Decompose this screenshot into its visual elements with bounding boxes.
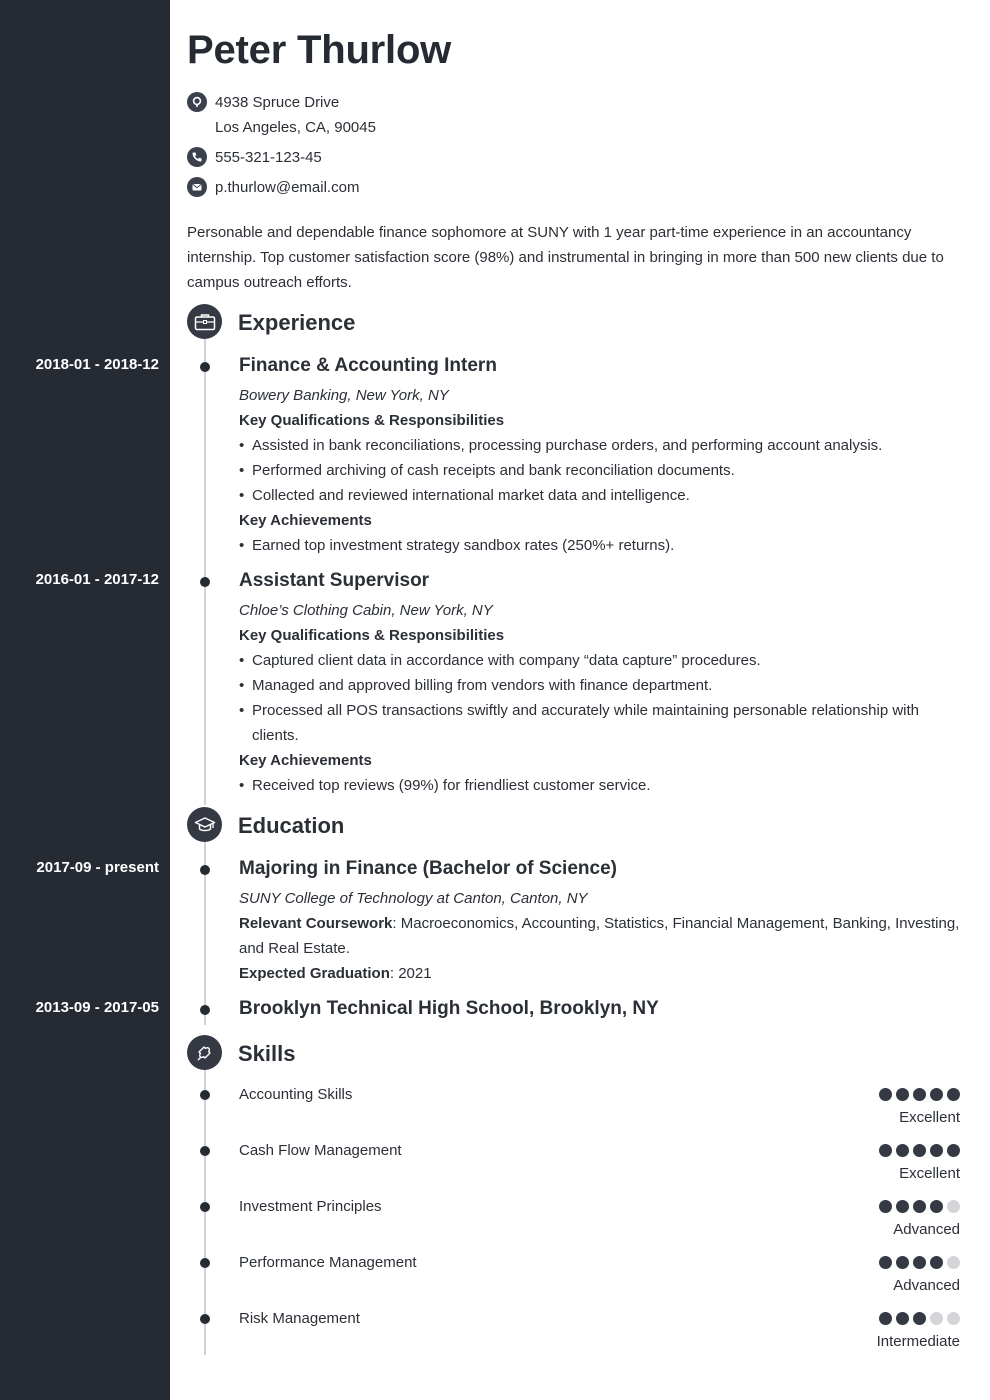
skill-level: Intermediate bbox=[876, 1333, 960, 1350]
skill-level: Advanced bbox=[893, 1277, 960, 1294]
rating-dot-filled bbox=[947, 1088, 960, 1101]
rating-dot-filled bbox=[947, 1144, 960, 1157]
skill-rating bbox=[879, 1256, 960, 1269]
rating-dot-filled bbox=[930, 1256, 943, 1269]
job-company: Chloe’s Clothing Cabin, New York, NY bbox=[239, 602, 493, 619]
rating-dot-empty bbox=[930, 1312, 943, 1325]
education-timeline bbox=[204, 835, 206, 1025]
degree-title: Brooklyn Technical High School, Brooklyn, NY bbox=[239, 998, 659, 1019]
rating-dot-filled bbox=[879, 1200, 892, 1213]
rating-dot-filled bbox=[879, 1256, 892, 1269]
achievement-item: • Received top reviews (99%) for friendliest customer service. bbox=[239, 773, 964, 798]
email-address: p.thurlow@email.com bbox=[215, 179, 360, 196]
qualifications-heading: Key Qualifications & Responsibilities bbox=[239, 412, 505, 429]
coursework-list: : Macroeconomics, Accounting, Statistics, Financial Management, Banking, Investing, and Real Estate. bbox=[239, 915, 960, 957]
rating-dot-filled bbox=[896, 1256, 909, 1269]
education-dates: 2017-09 - present bbox=[36, 859, 159, 876]
skill-rating bbox=[879, 1312, 960, 1325]
rating-dot-filled bbox=[930, 1144, 943, 1157]
timeline-dot bbox=[200, 362, 210, 372]
rating-dot-filled bbox=[896, 1088, 909, 1101]
skill-name: Accounting Skills bbox=[239, 1086, 353, 1103]
skill-name: Performance Management bbox=[239, 1254, 417, 1271]
phone-icon bbox=[187, 147, 207, 167]
coursework bbox=[239, 911, 964, 961]
timeline-dot bbox=[200, 1146, 210, 1156]
timeline-dot bbox=[200, 577, 210, 587]
achievements-heading: Key Achievements bbox=[239, 752, 372, 769]
timeline-dot bbox=[200, 1090, 210, 1100]
responsibility-item: • Performed archiving of cash receipts and bank reconciliation documents. bbox=[239, 458, 964, 483]
rating-dot-filled bbox=[896, 1200, 909, 1213]
rating-dot-filled bbox=[896, 1312, 909, 1325]
graduation-label: Expected Graduation bbox=[239, 965, 390, 982]
achievement-item: • Earned top investment strategy sandbox rates (250%+ returns). bbox=[239, 533, 964, 558]
skill-level: Excellent bbox=[899, 1109, 960, 1126]
phone-number: 555-321-123-45 bbox=[215, 149, 322, 166]
skill-rating bbox=[879, 1200, 960, 1213]
responsibility-item: • Captured client data in accordance with company “data capture” procedures. bbox=[239, 648, 964, 673]
job-dates: 2018-01 - 2018-12 bbox=[35, 356, 159, 373]
skill-level: Excellent bbox=[899, 1165, 960, 1182]
skill-name: Cash Flow Management bbox=[239, 1142, 402, 1159]
left-sidebar bbox=[0, 0, 170, 1400]
responsibility-item: • Managed and approved billing from vendors with finance department. bbox=[239, 673, 964, 698]
rating-dot-filled bbox=[913, 1200, 926, 1213]
rating-dot-filled bbox=[913, 1312, 926, 1325]
graduation-year: : 2021 bbox=[389, 965, 432, 982]
graduation-cap-icon bbox=[187, 807, 222, 842]
achievements-heading: Key Achievements bbox=[239, 512, 372, 529]
skill-level: Advanced bbox=[893, 1221, 960, 1238]
skill-name: Investment Principles bbox=[239, 1198, 382, 1215]
address-line2: Los Angeles, CA, 90045 bbox=[215, 119, 376, 136]
rating-dot-filled bbox=[879, 1144, 892, 1157]
profile-summary: Personable and dependable finance sophomore at SUNY with 1 year part-time experience in an accountancy internship. Top customer satisfaction score (98%) and instrumental in bringing in more than 500 new clients due to campus outreach efforts. bbox=[187, 224, 944, 291]
job-title: Finance & Accounting Intern bbox=[239, 355, 497, 376]
job-company: Bowery Banking, New York, NY bbox=[239, 387, 449, 404]
puzzle-icon bbox=[187, 1035, 222, 1070]
school-name: SUNY College of Technology at Canton, Canton, NY bbox=[239, 890, 588, 907]
graduation bbox=[239, 961, 432, 986]
job-title: Assistant Supervisor bbox=[239, 570, 430, 591]
timeline-dot bbox=[200, 1202, 210, 1212]
timeline-dot bbox=[200, 1005, 210, 1015]
skill-name: Risk Management bbox=[239, 1310, 360, 1327]
envelope-icon bbox=[187, 177, 207, 197]
qualifications-heading: Key Qualifications & Responsibilities bbox=[239, 627, 505, 644]
education-dates: 2013-09 - 2017-05 bbox=[35, 999, 159, 1016]
timeline-dot bbox=[200, 865, 210, 875]
rating-dot-empty bbox=[947, 1312, 960, 1325]
skill-rating bbox=[879, 1144, 960, 1157]
experience-timeline bbox=[204, 330, 206, 805]
rating-dot-filled bbox=[913, 1088, 926, 1101]
timeline-dot bbox=[200, 1314, 210, 1324]
skill-rating bbox=[879, 1088, 960, 1101]
experience-heading: Experience bbox=[238, 310, 356, 335]
education-heading: Education bbox=[238, 813, 345, 838]
rating-dot-filled bbox=[913, 1256, 926, 1269]
rating-dot-filled bbox=[930, 1200, 943, 1213]
responsibility-item: • Assisted in bank reconciliations, processing purchase orders, and performing account analysis. bbox=[239, 433, 964, 458]
map-pin-icon bbox=[187, 92, 207, 112]
coursework-label: Relevant Coursework bbox=[239, 915, 393, 932]
rating-dot-filled bbox=[930, 1088, 943, 1101]
responsibility-item: • Collected and reviewed international market data and intelligence. bbox=[239, 483, 964, 508]
candidate-name: Peter Thurlow bbox=[187, 28, 452, 72]
address-line1: 4938 Spruce Drive bbox=[215, 94, 340, 111]
timeline-dot bbox=[200, 1258, 210, 1268]
degree-title: Majoring in Finance (Bachelor of Science) bbox=[239, 858, 617, 879]
rating-dot-filled bbox=[896, 1144, 909, 1157]
job-dates: 2016-01 - 2017-12 bbox=[35, 571, 159, 588]
rating-dot-empty bbox=[947, 1200, 960, 1213]
skills-heading: Skills bbox=[238, 1041, 296, 1066]
rating-dot-filled bbox=[879, 1312, 892, 1325]
rating-dot-filled bbox=[879, 1088, 892, 1101]
briefcase-icon bbox=[187, 304, 222, 339]
rating-dot-filled bbox=[913, 1144, 926, 1157]
responsibility-item: • Processed all POS transactions swiftly and accurately while maintaining personable relationship with clients. bbox=[239, 698, 964, 748]
rating-dot-empty bbox=[947, 1256, 960, 1269]
